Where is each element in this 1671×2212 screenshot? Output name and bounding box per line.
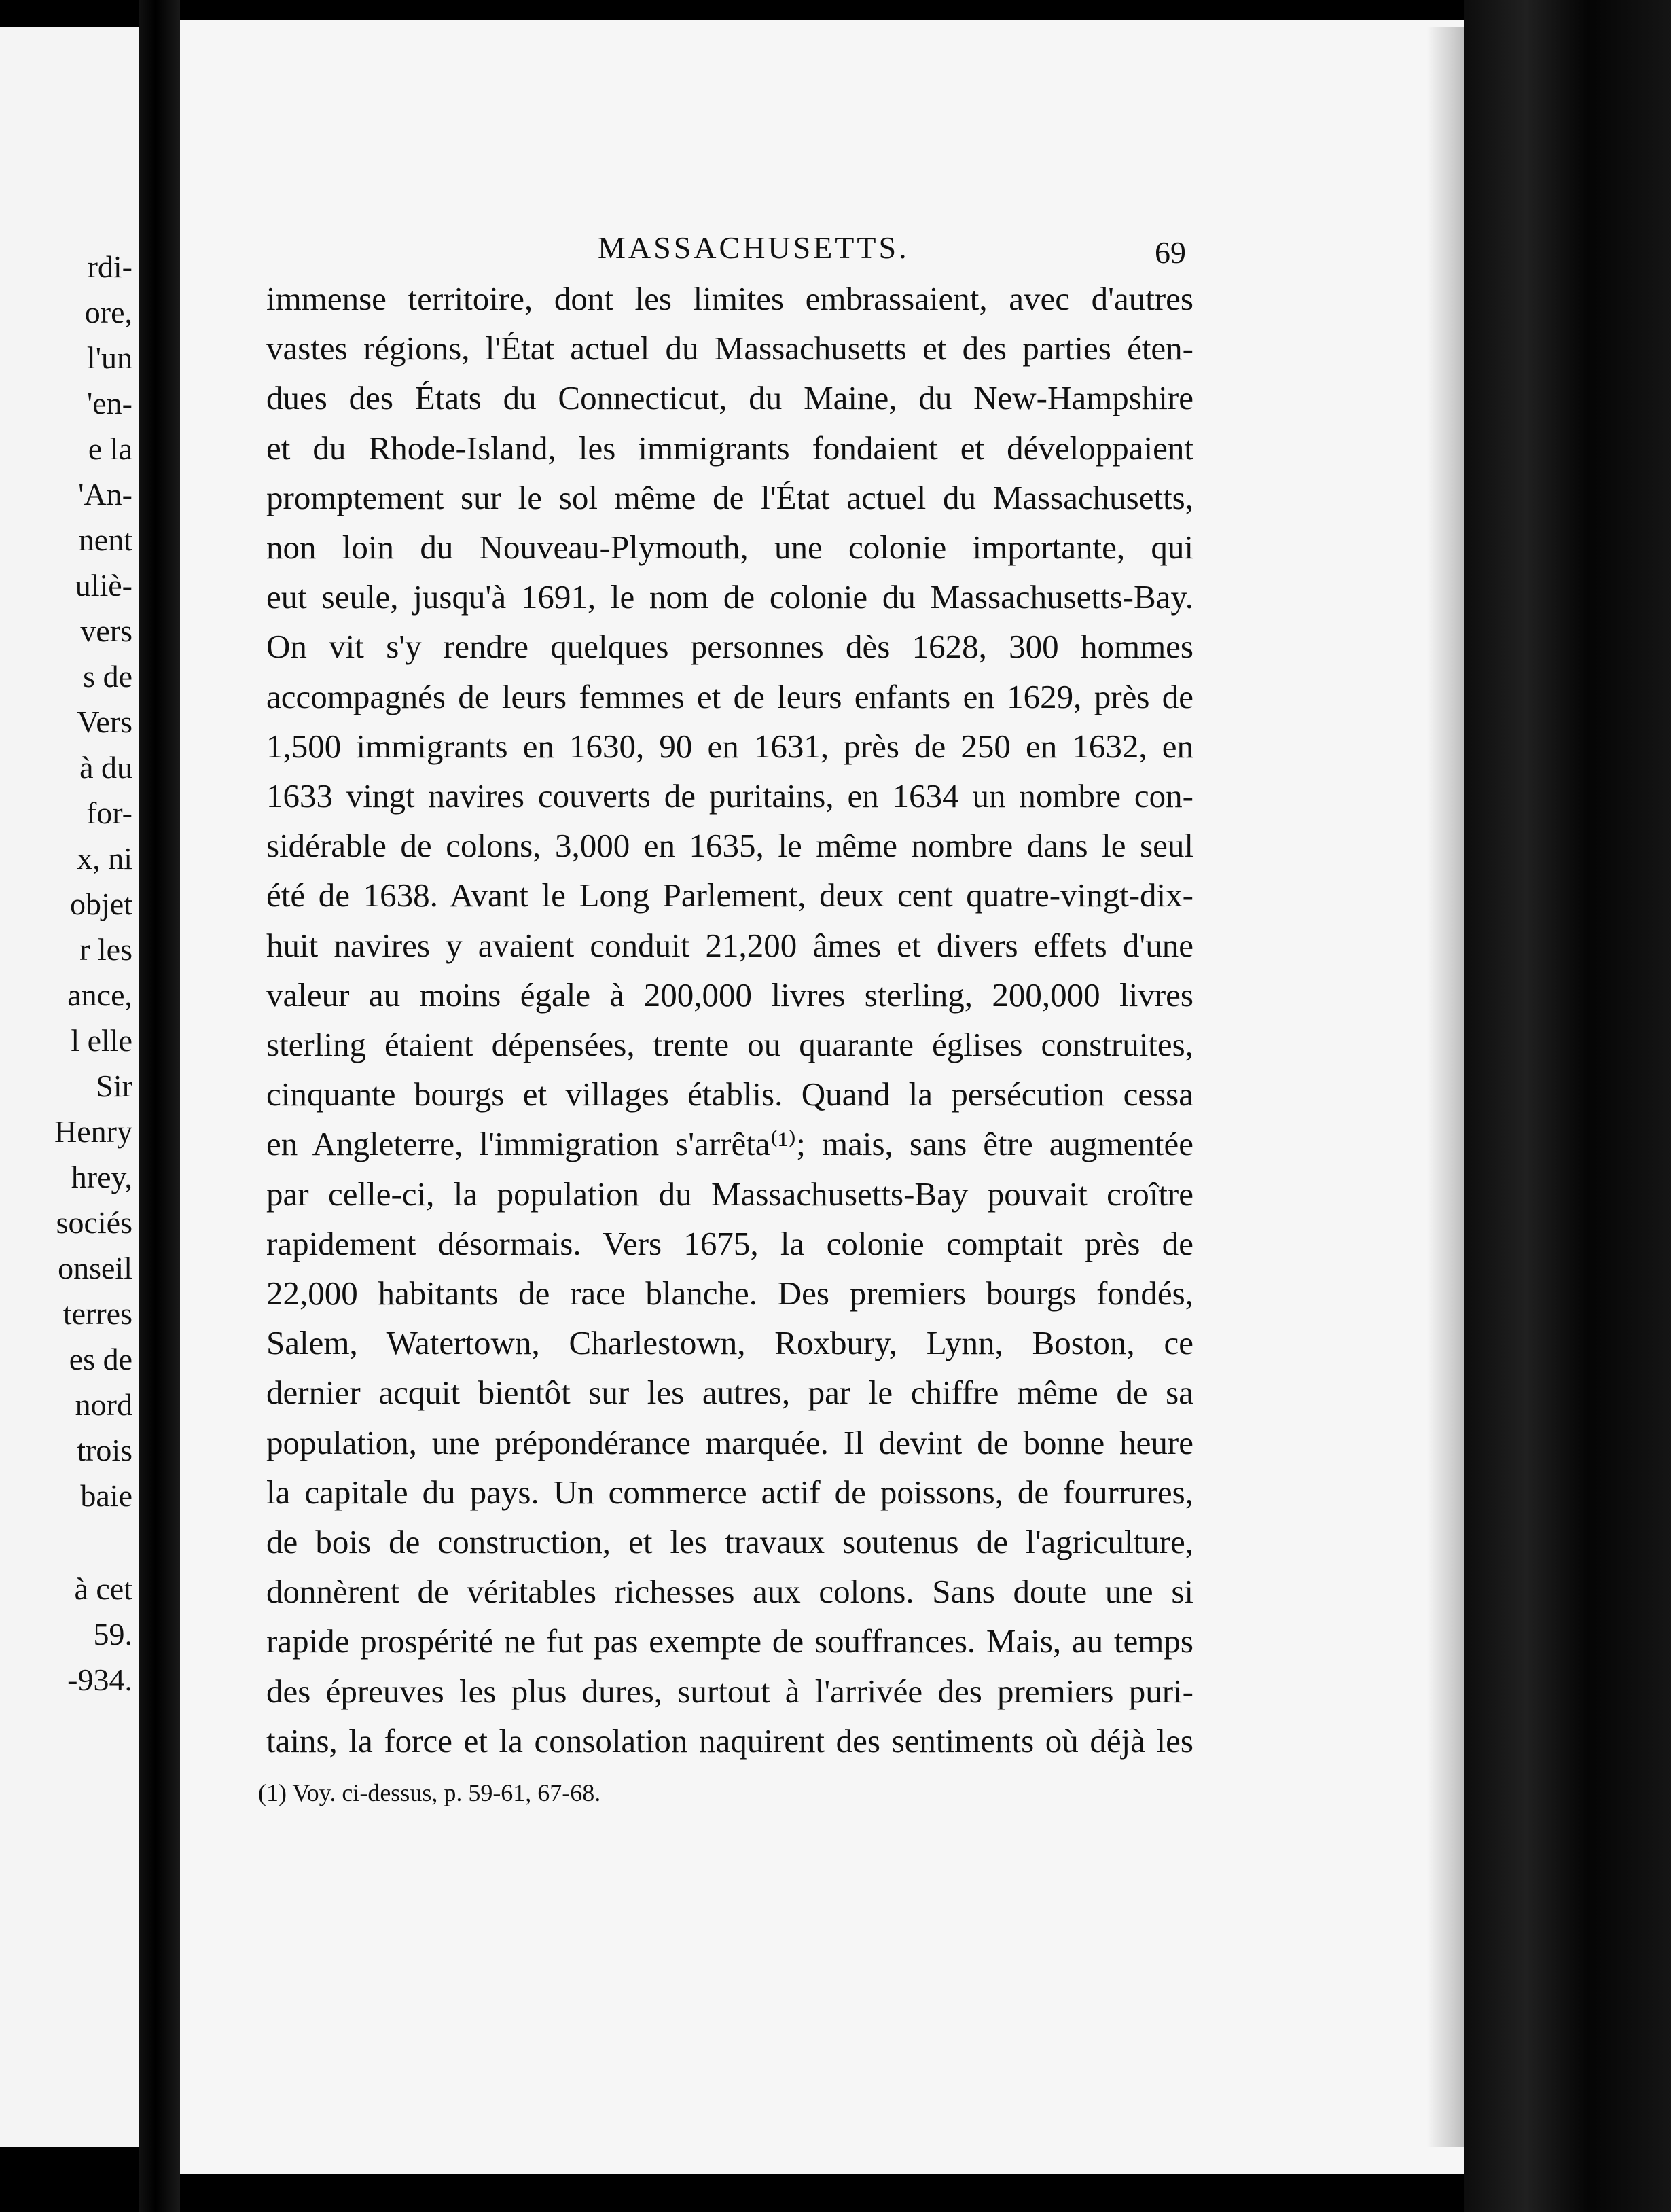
text-line: accompagnés de leurs femmes et de leurs enfants en 1629, près de: [266, 680, 1193, 715]
left-page-line: nord: [75, 1387, 132, 1422]
text-line: non loin du Nouveau-Plymouth, une colonie importante, qui: [266, 531, 1193, 566]
text-line: vastes régions, l'État actuel du Massachusetts et des parties éten-: [266, 332, 1193, 367]
footnote: (1) Voy. ci-dessus, p. 59-61, 67-68.: [258, 1779, 601, 1806]
left-page-line: à cet: [74, 1571, 132, 1606]
text-line: donnèrent de véritables richesses aux colons. Sans doute une si: [266, 1575, 1193, 1610]
page-number: 69: [1155, 235, 1186, 270]
left-page-line: rdi-: [87, 249, 132, 284]
left-page-line: à du: [79, 750, 132, 785]
text-line: 1633 vingt navires couverts de puritains, en 1634 un nombre con-: [266, 779, 1193, 815]
text-line: immense territoire, dont les limites embrassaient, avec d'autres: [266, 282, 1193, 317]
left-page-line: 'An-: [78, 477, 132, 512]
text-line: sidérable de colons, 3,000 en 1635, le même nombre dans le seul: [266, 829, 1193, 864]
left-page-line: Vers: [77, 704, 132, 739]
left-page-line: hrey,: [71, 1160, 132, 1194]
text-line: 22,000 habitants de race blanche. Des premiers bourgs fondés,: [266, 1277, 1193, 1312]
left-page-line: l'un: [86, 340, 132, 375]
text-line: Salem, Watertown, Charlestown, Roxbury, Lynn, Boston, ce: [266, 1326, 1193, 1361]
left-page-line: l elle: [71, 1023, 132, 1058]
left-page-line: ore,: [84, 295, 132, 329]
text-line: dues des États du Connecticut, du Maine, du New-Hampshire: [266, 381, 1193, 416]
left-page-line: vers: [80, 613, 132, 648]
left-page-line: r les: [79, 932, 132, 967]
left-page-line: sociés: [56, 1205, 132, 1240]
left-page-line: uliè-: [75, 568, 132, 603]
page-edge-shadow: [1426, 27, 1467, 2147]
left-page-line: nent: [78, 522, 132, 557]
text-line: promptement sur le sol même de l'État actuel du Massachusetts,: [266, 481, 1193, 516]
book-fore-edge: [1464, 0, 1671, 2212]
text-line: On vit s'y rendre quelques personnes dès 1628, 300 hommes: [266, 630, 1193, 665]
text-line: rapidement désormais. Vers 1675, la colonie comptait près de: [266, 1227, 1193, 1262]
left-page-line: for-: [86, 796, 132, 830]
text-line: dernier acquit bientôt sur les autres, par le chiffre même de sa: [266, 1376, 1193, 1411]
left-page-line: 'en-: [86, 386, 132, 421]
left-page-line: Sir: [96, 1069, 132, 1103]
left-page-line: e la: [88, 431, 132, 466]
text-line: rapide prospérité ne fut pas exempte de souffrances. Mais, au temps: [266, 1624, 1193, 1660]
text-line: valeur au moins égale à 200,000 livres sterling, 200,000 livres: [266, 978, 1193, 1014]
text-line: cinquante bourgs et villages établis. Quand la persécution cessa: [266, 1077, 1193, 1113]
text-line: en Angleterre, l'immigration s'arrêta⁽¹⁾; mais, sans être augmentée: [266, 1127, 1193, 1162]
left-page-line: Henry: [54, 1114, 132, 1149]
text-line: de bois de construction, et les travaux soutenus de l'agriculture,: [266, 1525, 1193, 1560]
left-page-line: onseil: [58, 1251, 132, 1285]
text-line: huit navires y avaient conduit 21,200 âmes et divers effets d'une: [266, 929, 1193, 964]
text-line: été de 1638. Avant le Long Parlement, deux cent quatre-vingt-dix-: [266, 878, 1193, 914]
running-head: MASSACHUSETTS.: [598, 230, 910, 265]
left-page-line: objet: [70, 887, 132, 921]
left-page-line: s de: [83, 659, 132, 694]
text-line: 1,500 immigrants en 1630, 90 en 1631, près de 250 en 1632, en: [266, 730, 1193, 765]
text-line: par celle-ci, la population du Massachusetts-Bay pouvait croître: [266, 1177, 1193, 1213]
left-page-line: es de: [69, 1342, 132, 1376]
left-page-line: baie: [80, 1478, 132, 1513]
left-page-fragment: [0, 27, 139, 2147]
text-line: population, une prépondérance marquée. Il devint de bonne heure: [266, 1426, 1193, 1461]
text-line: sterling étaient dépensées, trente ou quarante églises construites,: [266, 1028, 1193, 1063]
text-line: tains, la force et la consolation naquirent des sentiments où déjà les: [266, 1724, 1193, 1760]
left-page-line: 59.: [93, 1617, 132, 1652]
book-gutter: [139, 0, 180, 2212]
text-line: la capitale du pays. Un commerce actif de poissons, de fourrures,: [266, 1476, 1193, 1511]
left-page-line: terres: [62, 1296, 132, 1331]
text-line: et du Rhode-Island, les immigrants fondaient et développaient: [266, 431, 1193, 467]
text-line: eut seule, jusqu'à 1691, le nom de colonie du Massachusetts-Bay.: [266, 580, 1193, 616]
left-page-line: trois: [77, 1433, 132, 1467]
left-page-line: -934.: [67, 1662, 132, 1697]
left-page-line: x, ni: [77, 841, 132, 876]
text-line: des épreuves les plus dures, surtout à l'arrivée des premiers puri-: [266, 1675, 1193, 1710]
left-page-line: ance,: [67, 978, 132, 1012]
